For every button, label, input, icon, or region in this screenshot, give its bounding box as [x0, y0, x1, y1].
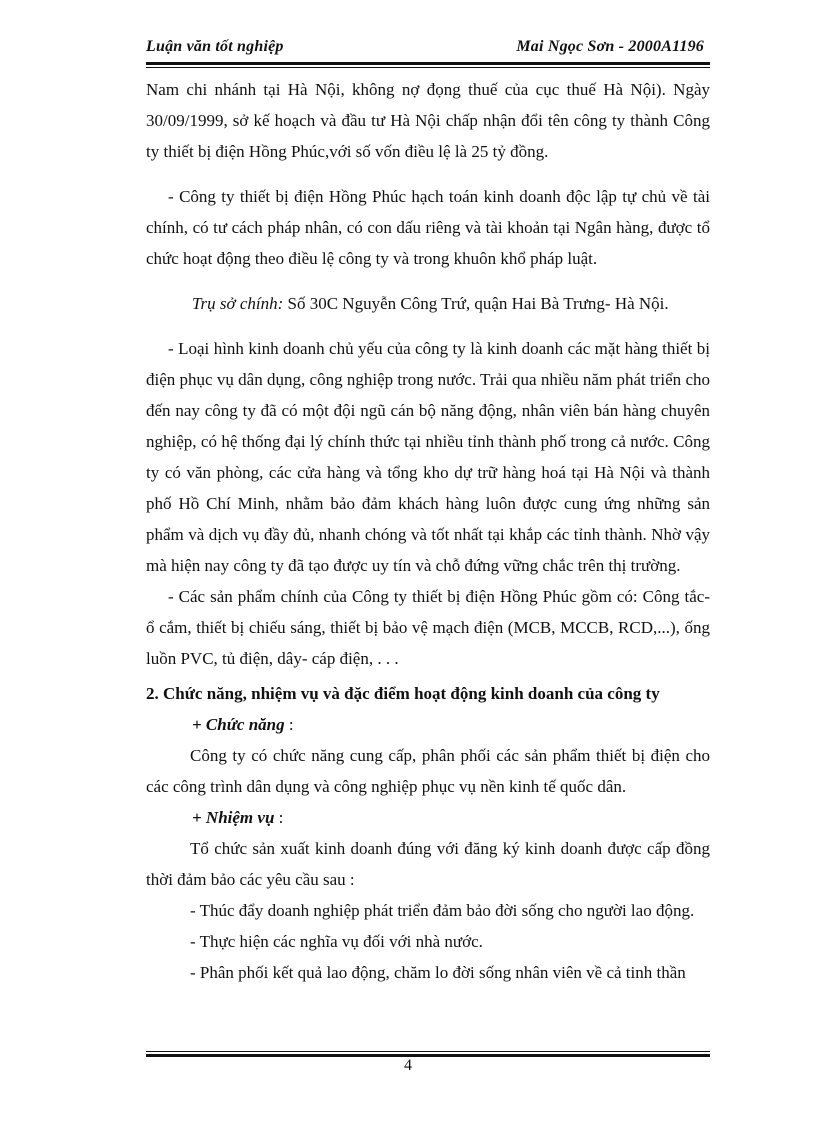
header-title-left: Luận văn tốt nghiệp: [146, 38, 284, 55]
paragraph-business-type: - Loại hình kinh doanh chủ yếu của công ty là kinh doanh các mặt hàng thiết bị điện phục vụ dân dụng, công nghiệp trong nước. Trải qua nhiều năm phát triển cho đến nay công ty đã có một đội ngũ cán bộ năng động, nhân viên bán hàng chuyên nghiệp, có hệ thống đại lý chính thức tại nhiều tỉnh thành phố trong cả nước. Công ty có văn phòng, các cửa hàng và tổng kho dự trữ hàng hoá tại Hà Nội và thành phố Hồ Chí Minh, nhằm bảo đảm khách hàng luôn được cung ứng những sản phẩm và dịch vụ đầy đủ, nhanh chóng và tốt nhất tại khắp các tỉnh thành. Nhờ vậy mà hiện nay công ty đã tạo được uy tín và chỗ đứng vững chắc trên thị trường.: [146, 339, 710, 575]
paragraph-function-description: Công ty có chức năng cung cấp, phân phối các sản phẩm thiết bị điện cho các công trình dân dụng và công nghiệp phục vụ nền kinh tế quốc dân.: [146, 746, 710, 796]
subheading-function-colon: :: [284, 715, 294, 734]
subheading-function-label: + Chức năng: [192, 715, 285, 734]
list-item-duty-3: - Phân phối kết quả lao động, chăm lo đời sống nhân viên về cả tinh thần: [190, 963, 686, 982]
head-office-address: Số 30C Nguyễn Công Trứ, quận Hai Bà Trưng- Hà Nội.: [283, 294, 669, 313]
page-header: [146, 38, 710, 64]
paragraph-duties-intro: Tổ chức sản xuất kinh doanh đúng với đăng ký kinh doanh được cấp đồng thời đảm bảo các yêu cầu sau :: [146, 839, 710, 889]
subheading-function: [146, 709, 710, 740]
page-number: 4: [404, 1057, 412, 1074]
section-heading-functions: 2. Chức năng, nhiệm vụ và đặc điểm hoạt động kinh doanh của công ty: [146, 684, 660, 703]
subheading-duties-colon: :: [274, 808, 284, 827]
header-divider: [146, 62, 710, 68]
subheading-duties-label: + Nhiệm vụ: [192, 808, 275, 827]
paragraph-head-office: [146, 288, 710, 319]
paragraph-financial-independence: - Công ty thiết bị điện Hồng Phúc hạch toán kinh doanh độc lập tự chủ về tài chính, có tư cách pháp nhân, có con dấu riêng và tài khoản tại Ngân hàng, được tổ chức hoạt động theo điều lệ công ty và trong khuôn khổ pháp luật.: [146, 187, 710, 268]
list-item-duty-1: - Thúc đẩy doanh nghiệp phát triển đảm bảo đời sống cho người lao động.: [190, 901, 695, 920]
subheading-duties: [146, 802, 710, 833]
paragraph-company-renaming: Nam chi nhánh tại Hà Nội, không nợ đọng thuế của cục thuế Hà Nội). Ngày 30/09/1999, sở kế hoạch và đầu tư Hà Nội chấp nhận đổi tên công ty thành Công ty thiết bị điện Hồng Phúc,với số vốn điều lệ là 25 tỷ đồng.: [146, 80, 710, 161]
paragraph-main-products: - Các sản phẩm chính của Công ty thiết bị điện Hồng Phúc gồm có: Công tắc- ổ cắm, thiết bị chiếu sáng, thiết bị bảo vệ mạch điện (MCB, MCCB, RCD,...), ống luồn PVC, tủ điện, dây- cáp điện, . . .: [146, 587, 710, 668]
document-body: [146, 74, 710, 988]
list-item-duty-2: - Thực hiện các nghĩa vụ đối với nhà nước.: [190, 932, 483, 951]
head-office-label: Trụ sở chính:: [192, 294, 284, 313]
header-author-right: Mai Ngọc Sơn - 2000A1196: [516, 38, 704, 55]
